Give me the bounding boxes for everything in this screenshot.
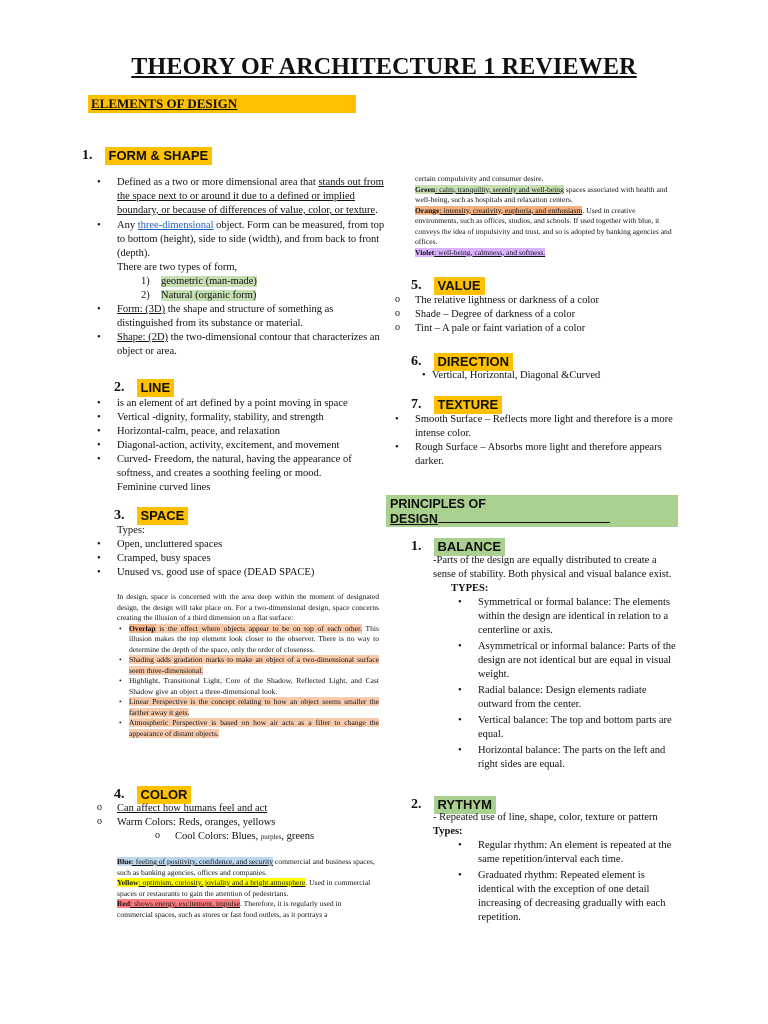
section-rhythm: 2. RYTHYM [411,796,496,814]
rhythm-description: - Repeated use of line, shape, color, texture or pattern [433,812,658,823]
section-space: 3. SPACE [114,507,188,525]
color-violet: Violet: well-being, calmness, and softness. [415,247,546,257]
color-meanings [117,857,379,920]
list-item: o Can affect how humans feel and act [117,802,379,816]
list-item: o The relative lightness or darkness of a color [415,294,677,308]
section-balance: 1. BALANCE [411,538,505,556]
section-number: 1. [82,148,93,163]
list-item: • Linear Perspective is the concept relating to how an object seems smaller the farther away it gets. [129,697,379,718]
list-item: • Form: (3D) the shape and structure of something as distinguished from its substance or material. [117,303,385,331]
list-item: • Overlap is the effect where objects appear to be on top of each other. This illusion makes the top element look closer to the observer. There is no way to determine the depth of the space, only the order of closeness. [129,624,379,656]
list-item: • Rough Surface – Absorbs more light and therefore appears darker. [415,441,673,469]
section-color: 4. COLOR [114,786,191,804]
color-orange: Orange: intensity, creativity, euphoria, and enthusiasm. Used in creative environments, such as offices, studios, and schools. If used together with blue, it conveys the idea of impulsivity and trust, and so is adopted by banking agencies and offices. [415,205,672,246]
list-item: • Vertical -dignity, formality, stability, and strength [117,411,379,425]
list-item: • Diagonal-action, activity, excitement, and movement [117,439,379,453]
list-item: • is an element of art defined by a point moving in space [117,397,379,411]
list-item: • Defined as a two or more dimensional area that stands out from the space next to or around it due to a defined or implied boundary, or because of differences of value, color, or texture. [117,176,385,218]
rhythm-body [433,811,679,925]
line-extra: Feminine curved lines [117,482,211,493]
list-item: • Open, uncluttered spaces [117,538,379,552]
section-form-shape [82,147,212,165]
list-item: o Shade – Degree of darkness of a color [415,308,677,322]
list-item: • Horizontal-calm, peace, and relaxation [117,425,379,439]
section-direction: 6. DIRECTION [411,353,513,371]
line-body [117,397,379,495]
list-item: • Shape: (2D) the two-dimensional contour that characterizes an object or area. [117,331,385,359]
color-blue: Blue: feeling of positivity, confidence, and security commercial and business spaces, such as banking agencies, offices and companies. [117,857,375,877]
color-green: Green: calm, tranquility, serenity and well-being spaces associated with health and well-being, such as hospitals and relaxation centers. [415,184,668,204]
list-item: o Cool Colors: Blues, purples, greens [155,830,315,842]
list-item: • Graduated rhythm: Repeated element is identical with the exception of one detail increasing of decreasing gradually with each repetition. [478,869,679,925]
elements-of-design-header: ELEMENTS OF DESIGN [88,95,356,113]
space-body [117,524,379,580]
list-item: • Regular rhythm: An element is repeated at the same repetition/interval each time. [478,839,679,867]
section-line: 2. LINE [114,379,174,397]
document-title: THEORY OF ARCHITECTURE 1 REVIEWER [131,54,637,80]
value-body [415,294,677,336]
list-item: • Vertical balance: The top and bottom parts are equal. [478,714,679,742]
list-item: • Unused vs. good use of space (DEAD SPACE) [117,566,379,580]
balance-types-label: TYPES: [451,583,489,594]
list-item: • Symmetrical or formal balance: The elements within the design are identical in relation to a centerline or axis. [478,596,679,638]
form-types-list [117,275,385,303]
list-item: • Vertical, Horizontal, Diagonal &Curved [432,369,672,383]
color-meanings-continued [415,174,677,258]
balance-body [433,554,679,772]
list-item: • Horizontal balance: The parts on the left and right sides are equal. [478,744,679,772]
three-dimensional-link[interactable]: three-dimensional [137,220,214,231]
space-paragraph: In design, space is concerned with the area deep within the moment of designated design, the design will take place on. For a two-dimensional design, space concerns creating the illusion of a third dimension on a flat surface: • Overlap is the effect where objects appear to be on top of each other. This illusion makes the top element look closer to the observer. There is no way to determine the depth of the space, only the order of closeness. • Shading adds gradation marks to make an object of a two-dimensional surface seem three-dimensional. • Highlight, Transitional Light, Core of the Shadow, Reflected Light, and Cast Shadow give an object a three-dimensional look. • Linear Perspective is the concept relating to how an object seems smaller the farther away it gets. • Atmospheric Perspective is based on how air acts as a filter to change the appearance of distant objects. [117,592,379,739]
list-item: 1) geometric (man-made) [141,276,257,287]
color-red: Red: shows energy, excitement, impulse. Therefore, it is regularly used in commercial spaces, such as stores or fast food outlets, as it portrays a [117,899,342,919]
texture-body [415,413,673,469]
list-item: o Warm Colors: Reds, oranges, yellows [117,816,379,830]
list-item: • Radial balance: Design elements radiate outward from the center. [478,684,679,712]
list-item: • Asymmetrical or informal balance: Parts of the design are not identical but are equal in visual weight. [478,640,679,682]
list-item: o Tint – A pale or faint variation of a color [415,322,677,336]
color-yellow: Yellow: optimism, curiosity, joviality and a bright atmosphere. Used in commercial spaces or restaurants to gain the attention of pedestrians. [117,878,371,898]
balance-description: -Parts of the design are equally distributed to create a sense of stability. Both physical and visual balance exist. [433,555,672,580]
form-body [117,176,385,359]
list-item: • Curved- Freedom, the natural, having the appearance of softness, and creates a soothing feeling or mood. [117,453,379,481]
color-body [117,802,379,844]
list-item: • Cramped, busy spaces [117,552,379,566]
list-item: • Highlight, Transitional Light, Core of the Shadow, Reflected Light, and Cast Shadow give an object a three-dimensional look. [129,676,379,697]
section-value: 5. VALUE [411,277,485,295]
section-texture: 7. TEXTURE [411,396,502,414]
list-item: • Any three-dimensional object. Form can be measured, from top to bottom (height), side to side (width), and from back to front (depth). There are two types of form, [117,219,385,275]
list-item: • Atmospheric Perspective is based on how air acts as a filter to change the appearance of distant objects. [129,718,379,739]
list-item: • Shading adds gradation marks to make an object of a two-dimensional surface seem three-dimensional. [129,655,379,676]
section-label: FORM & SHAPE [105,147,213,165]
space-types-label: Types: [117,525,145,536]
list-item: 2) Natural (organic form) [141,290,257,301]
list-item: • Smooth Surface – Reflects more light and therefore is a more intense color. [415,413,673,441]
color-cont: certain compulsivity and consumer desire. [415,174,544,183]
direction-body [432,369,672,383]
rhythm-types-label: Types: [433,826,463,837]
principles-of-design-header: PRINCIPLES OF DESIGN [386,495,678,527]
